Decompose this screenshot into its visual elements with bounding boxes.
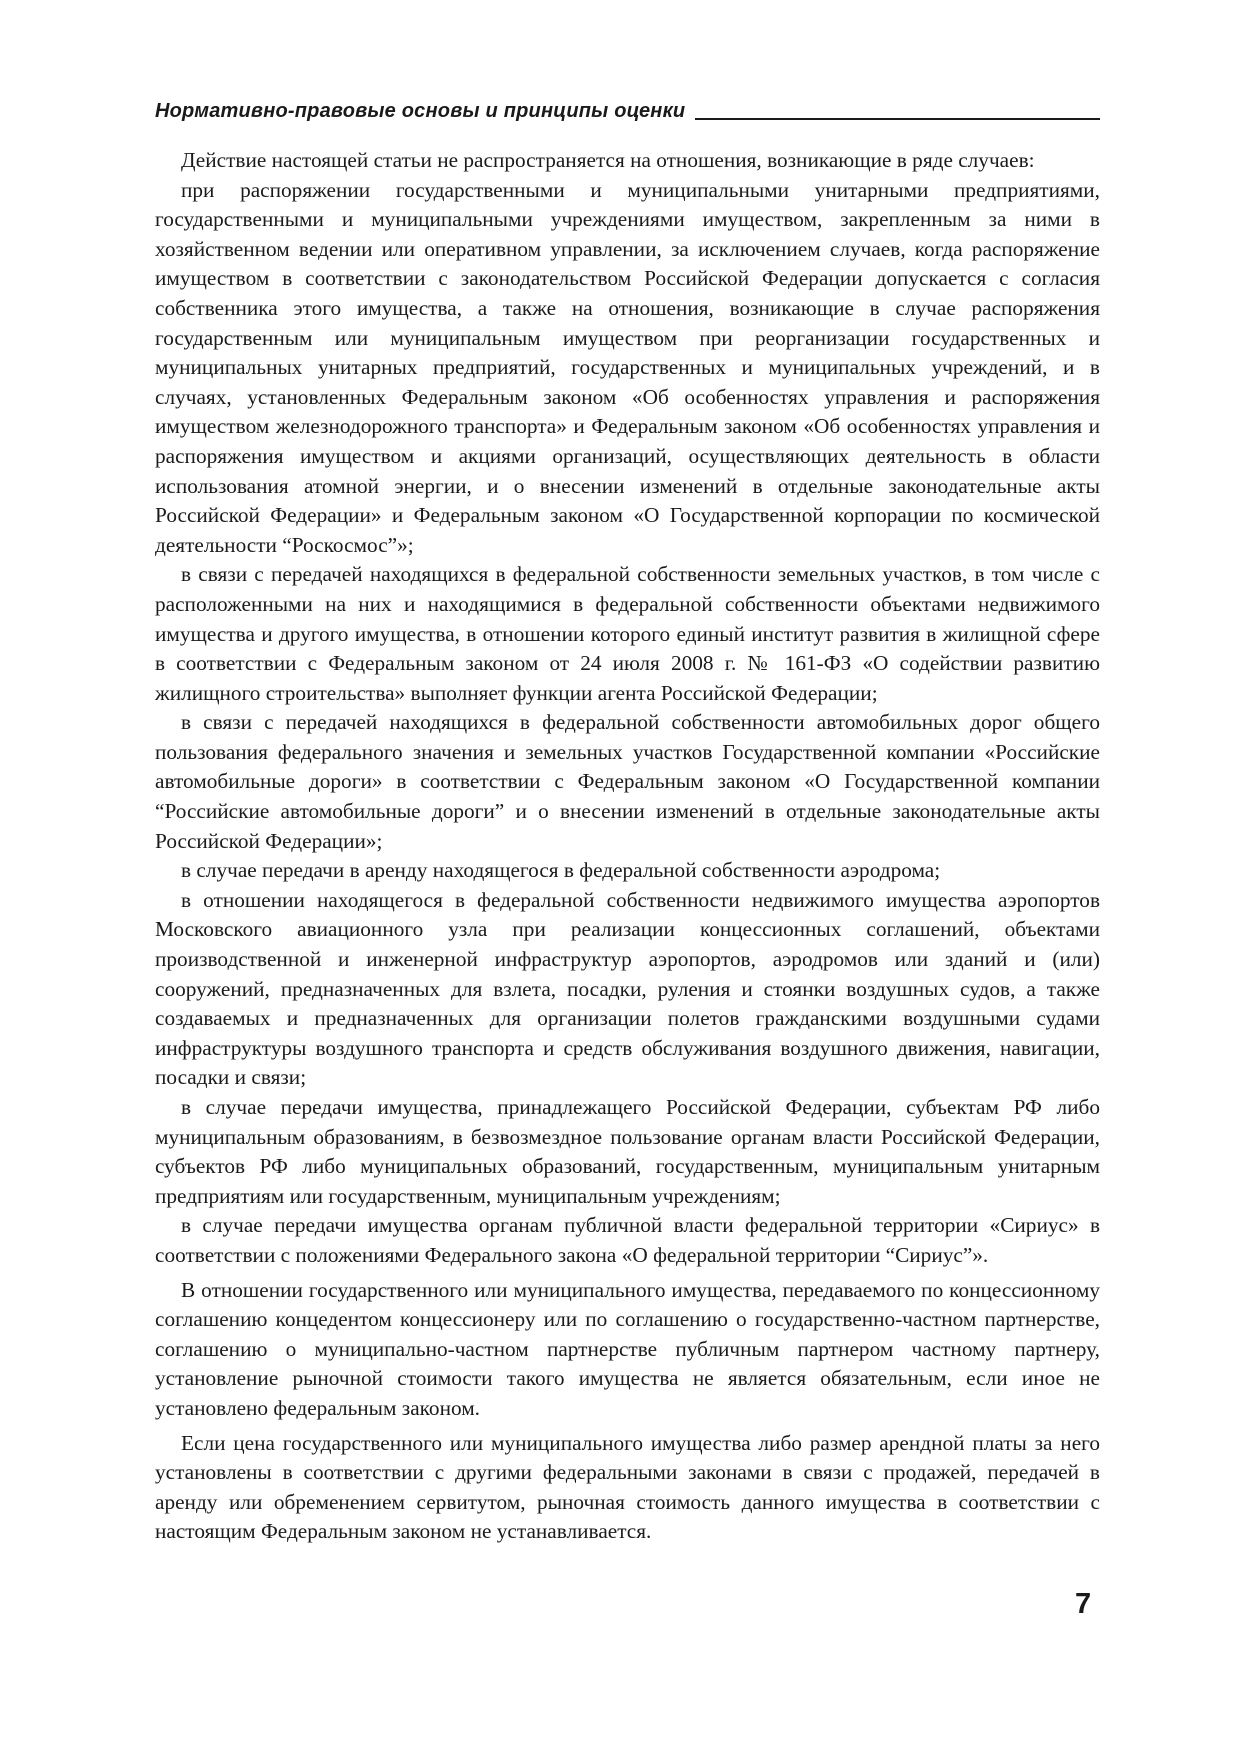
paragraph: при распоряжении государственными и муниципальными унитарными предприятиями, государственными и муниципальными учреждениями имуществом, закрепленным за ними в хозяйственном ведении или оперативном управлении, за исключением случаев, когда распоряжение имуществом в соответствии с законодательством Российской Федерации допускается с согласия собственника этого имущества, а также на отношения, возникающие в случае распоряжения государственным или муниципальным имуществом при реорганизации государственных и муниципальных унитарных предприятий, государственных и муниципальных учреждений, и в случаях, установленных Федеральным законом «Об особенностях управления и распоряжения имуществом железнодорожного транспорта» и Федеральным законом «Об особенностях управления и распоряжения имуществом и акциями организаций, осуществляющих деятельность в области использования атомной энергии, и о внесении изменений в отдельные законодательные акты Российской Федерации» и Федеральным законом «О Государственной корпорации по космической деятельности “Роскосмос”»; [155,177,1100,557]
paragraph: в случае передачи в аренду находящегося в федеральной собственности аэродрома; [181,858,941,883]
page-number: 7 [1075,1588,1092,1620]
paragraph: В отношении государственного или муниципального имущества, передаваемого по концессионному соглашению концедентом концессионеру или по соглашению о государственно-частном партнерстве, соглашению о муниципально-частном партнерстве публичным партнером частному партнеру, установление рыночной стоимости такого имущества не является обязательным, если иное не установлено федеральным законом. [155,1277,1100,1420]
paragraph: в случае передачи имущества, принадлежащего Российской Федерации, субъектам РФ либо муниципальным образованиям, в безвозмездное пользование органам власти Российской Федерации, субъектов РФ либо муниципальных образований, государственным, муниципальным унитарным предприятиям или государственным, муниципальным учреждениям; [155,1095,1100,1208]
paragraph: в связи с передачей находящихся в федеральной собственности автомобильных дорог общего пользования федерального значения и земельных участков Государственной компании «Российские автомобильные дороги» в соответствии с Федеральным законом «О Государственной компании “Российские автомобильные дороги” и о внесении изменений в отдельные законодательные акты Российской Федерации»; [155,710,1100,853]
paragraph: в связи с передачей находящихся в федеральной собственности земельных участков, в том числе с расположенными на них и находящимися в федеральной собственности объектами недвижимого имущества и другого имущества, в отношении которого единый институт развития в жилищной сфере в соответствии с Федеральным законом от 24 июля 2008 г. № 161-ФЗ «О содействии развитию жилищного строительства» выполняет функции агента Российской Федерации; [155,562,1100,705]
header-rule [695,118,1100,120]
paragraph: в отношении находящегося в федеральной собственности недвижимого имущества аэропортов Московского авиационного узла при реализации концессионных соглашений, объектами производственной и инженерной инфраструктур аэропортов, аэродромов или зданий и (или) сооружений, предназначенных для взлета, посадки, руления и стоянки воздушных судов, а также создаваемых и предназначенных для организации полетов гражданскими воздушными судами инфраструктуры воздушного транспорта и средств обслуживания воздушного движения, навигации, посадки и связи; [155,887,1100,1090]
body-text [155,146,1100,1547]
paragraph: в случае передачи имущества органам публичной власти федеральной территории «Сириус» в соответствии с положениями Федерального закона «О федеральной территории “Сириус”». [155,1213,1100,1267]
running-header [155,98,1100,122]
paragraph: Если цена государственного или муниципального имущества либо размер арендной платы за него установлены в соответствии с другими федеральными законами в связи с продажей, передачей в аренду или обременением сервитутом, рыночная стоимость данного имущества в соответствии с настоящим Федеральным законом не устанавливается. [155,1430,1100,1544]
paragraph: Действие настоящей статьи не распространяется на отношения, возникающие в ряде случаев: [181,148,1035,172]
running-header-title: Нормативно-правовые основы и принципы оценки [155,100,686,122]
